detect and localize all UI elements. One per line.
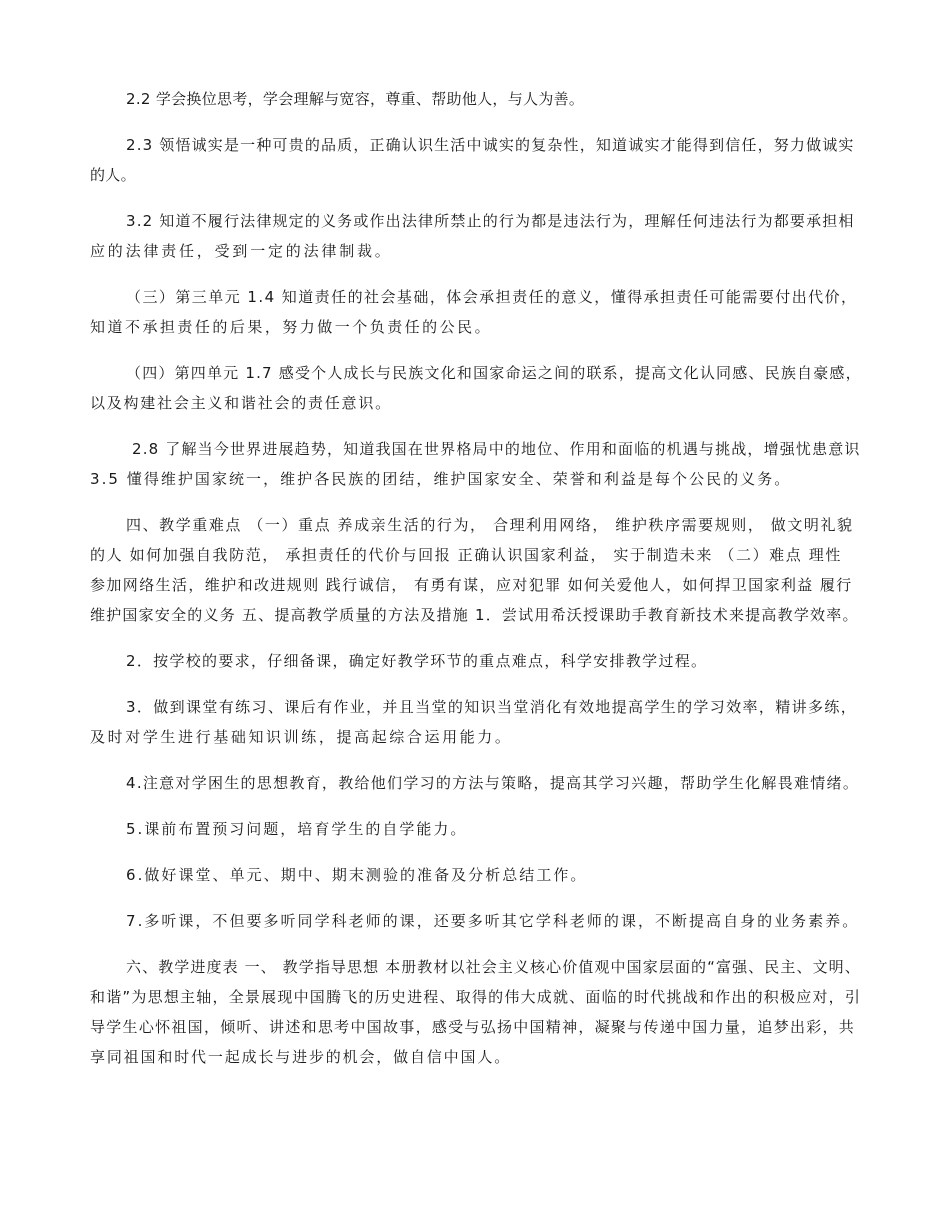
text-line: 4.注意对学困生的思想教育，教给他们学习的方法与策略，提高其学习兴趣，帮助学生化解畏难情绪。 [126, 774, 860, 792]
text-line: 和谐”为思想主轴，全景展现中国腾飞的历史进程、取得的伟大成就、面临的时代挑战和作出的积极应对，引 [90, 988, 862, 1006]
text-line: 7.多听课，不但要多听同学科老师的课，还要多听其它学科老师的课，不断提高自身的业务素养。 [126, 912, 860, 930]
text-line: 2.2 学会换位思考，学会理解与宽容，尊重、帮助他人，与人为善。 [126, 90, 585, 108]
text-line: 2．按学校的要求，仔细备课，确定好教学环节的重点难点，科学安排教学过程。 [126, 652, 708, 670]
text-line: 3.2 知道不履行法律规定的义务或作出法律所禁止的行为都是违法行为，理解任何违法行为都要承担相 [126, 212, 855, 230]
text-line: （四）第四单元 1.7 感受个人成长与民族文化和国家命运之间的联系，提高文化认同感、民族自豪感， [126, 364, 862, 382]
text-line: 应的法律责任，受到一定的法律制裁。 [90, 242, 393, 260]
text-line: 知道不承担责任的后果，努力做一个负责任的公民。 [90, 318, 493, 336]
text-line: 六、教学进度表 一、 教学指导思想 本册教材以社会主义核心价值观中国家层面的“富强、民主、文明、 [126, 958, 861, 976]
text-line: 3.5 懂得维护国家统一，维护各民族的团结，维护国家安全、荣誉和利益是每个公民的义务。 [90, 470, 792, 488]
text-line: 以及构建社会主义和谐社会的责任意识。 [90, 394, 392, 412]
text-line: 参加网络生活，维护和改进规则 践行诚信， 有勇有谋，应对犯罪 如何关爱他人，如何捍卫国家利益 履行 [90, 576, 853, 594]
text-line: （三）第三单元 1.4 知道责任的社会基础，体会承担责任的意义，懂得承担责任可能需要付出代价， [126, 288, 858, 306]
text-line: 及时对学生进行基础知识训练，提高起综合运用能力。 [90, 728, 513, 746]
text-line: 享同祖国和时代一起成长与进步的机会，做自信中国人。 [90, 1048, 512, 1066]
text-line: 的人 如何加强自我防范， 承担责任的代价与回报 正确认识国家利益， 实于制造未来 （二）难点 理性 [90, 546, 842, 564]
text-line: 四、教学重难点 （一）重点 养成亲生活的行为， 合理利用网络， 维护秩序需要规则， 做文明礼貌 [126, 516, 854, 534]
text-line: 3．做到课堂有练习、课后有作业，并且当堂的知识当堂消化有效地提高学生的学习效率，精讲多练， [126, 698, 858, 716]
text-line: 2.8 了解当今世界进展趋势，知道我国在世界格局中的地位、作用和面临的机遇与挑战，增强忧患意识 [132, 440, 861, 458]
text-line: 5.课前布置预习问题，培育学生的自学能力。 [126, 820, 468, 838]
text-line: 的人。 [90, 166, 136, 184]
text-line: 6.做好课堂、单元、期中、期末测验的准备及分析总结工作。 [126, 866, 588, 884]
text-line: 导学生心怀祖国，倾听、讲述和思考中国故事，感受与弘扬中国精神，凝聚与传递中国力量，追梦出彩，共 [90, 1018, 856, 1036]
text-line: 2.3 领悟诚实是一种可贵的品质，正确认识生活中诚实的复杂性，知道诚实才能得到信任，努力做诚实 [126, 136, 855, 154]
text-line: 维护国家安全的义务 五、提高教学质量的方法及措施 1．尝试用希沃授课助手教育新技术来提高教学效率。 [90, 606, 859, 624]
